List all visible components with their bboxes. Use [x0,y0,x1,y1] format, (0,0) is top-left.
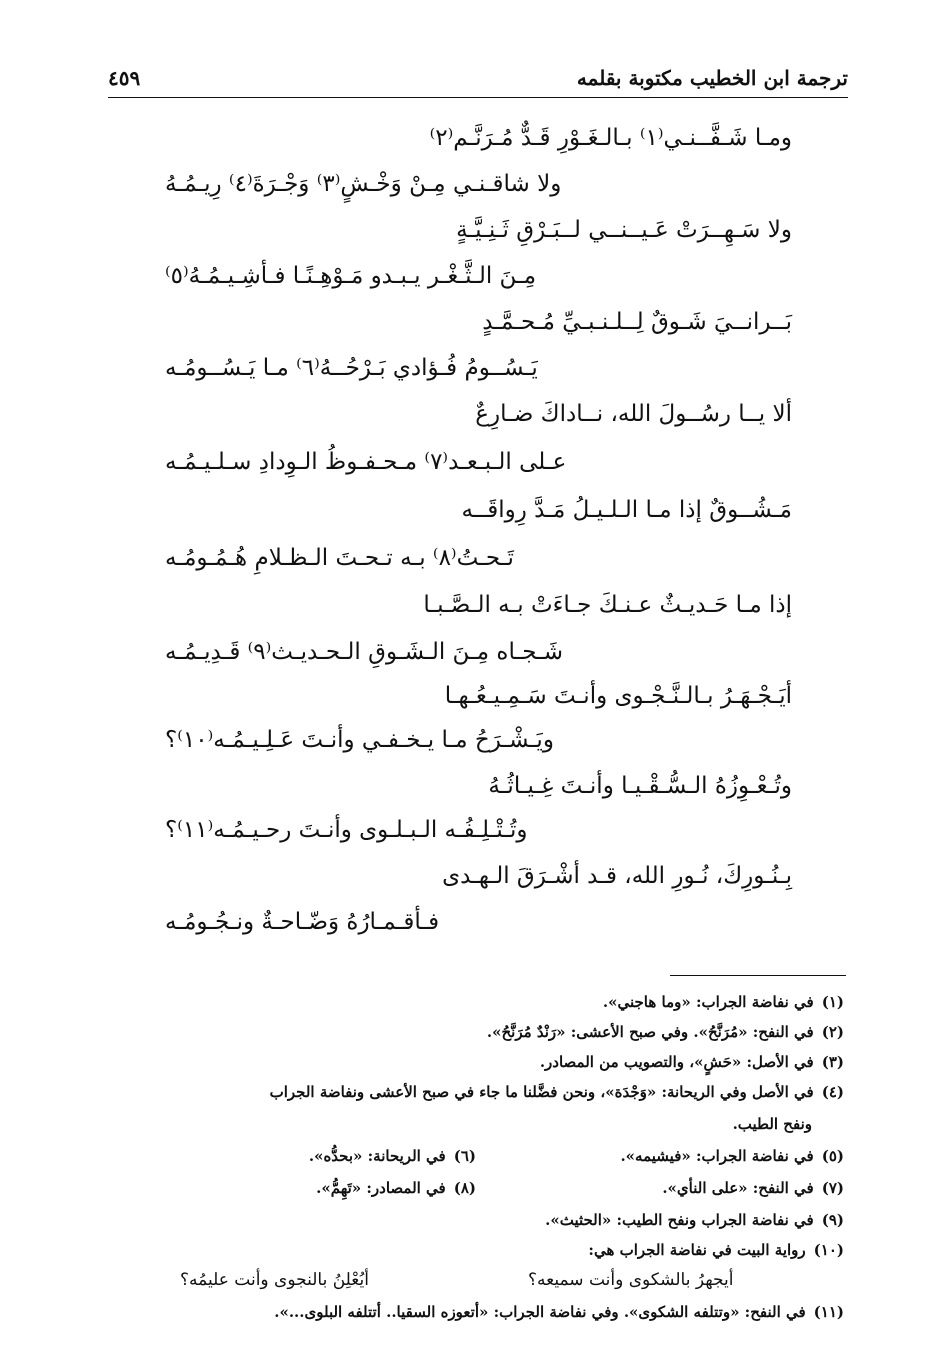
verse-line: بَــرانــيَ شَـوقٌ لِــلـنـبـيِّ مُـحـمَّـدٍ [482,309,792,335]
running-title: ترجمة ابن الخطيب مكتوبة بقلمه [576,66,848,90]
footnote-continuation: ونفح الطيب. [732,1115,812,1133]
verse-line: مِـنَ الـثَّـغْـر يـبـدو مَـوْهِـنًـا فـأشِـيـمُـهُ⁽٥⁾ [165,263,537,289]
verse-line: أيَـجْـهَـرُ بـالـنَّـجْـوى وأنـتَ سَـمِـيـعُـهـا [444,683,792,709]
footnote: (١١)في النفح: «وتتلفه الشكوى». وفي نفاضة الجراب: «أتعوزه السقيا.. أتتلفه البلوى...». [274,1303,844,1321]
footnote: (٢)في النفح: «مُرَنَّحُ». وفي صبح الأعشى: «رَنْدٌ مُرَنَّحُ». [486,1023,844,1041]
verse-line: ألا يــا رسُــولَ الله، نــاداكَ ضـارِعٌ [475,401,792,427]
verse-line: بِـنُـورِكَ، نُـورِ الله، قـد أشْـرَقَ الـهـدى [442,863,792,889]
footnote: (٥)في نفاضة الجراب: «فيشيمه». [620,1147,844,1165]
verse-line: ولا شاقـنـي مِـنْ وَخْـشٍ⁽٣⁾ وَجْـرَةَ⁽٤⁾ رِيـمُـهُ [165,171,562,197]
verse-line: ولا سَـهِــرَتْ عَـيــنــي لــبَـرْقِ ثَـنِـيَّـةٍ [456,217,792,243]
verse-line: إذا مـا حَـديـثٌ عـنـكَ جـاءَتْ بـه الـصَّـبـا [423,592,792,618]
page-number: ٤٥٩ [108,66,141,90]
footnote-rule [670,975,846,976]
verse-line: مَـشُــوقٌ إذا مـا الـلـيـلُ مَـدَّ رِواقَــه [461,497,792,523]
verse-line: عـلى الـبـعـد⁽٧⁾ مـحـفـوظُ الـوِدادِ سـلـيـمُـه [165,449,567,475]
footnote: (٧)في النفح: «على النأي». [662,1179,844,1197]
footnote: (١)في نفاضة الجراب: «وما هاجني». [602,993,844,1011]
footnote: (٩)في نفاضة الجراب ونفح الطيب: «الحثيث». [545,1211,844,1229]
verse-line: فـأقـمـارُهُ وَضّـاحـةٌ ونـجُـومُـه [165,909,440,935]
verse-line: ويَـشْـرَحُ مـا يـخـفـي وأنـتَ عَـلِـيـمُـه⁽١٠⁾؟ [165,727,554,753]
footnote: (٤)في الأصل وفي الريحانة: «وَجْدَة»، ونحن فضَّلنا ما جاء في صبح الأعشى ونفاضة الجراب [269,1083,844,1101]
footnote: (٨)في المصادر: «تَهِمُّ». [316,1179,476,1197]
verse-line: ومـا شَـفَّــنـي⁽١⁾ بـالـغَـوْرِ قَـدٌّ مُـرَنَّـم⁽٢⁾ [429,125,792,151]
footnote-verse-second: أيُعْلِنُ بالنجوى وأنت عليمُه؟ [180,1270,369,1290]
footnote: (٦)في الريحانة: «بحدُّه». [308,1147,476,1165]
verse-line: تَـحـتُ⁽٨⁾ بـه تـحـتَ الـظـلامِ هُـمُـومُـه [165,545,514,571]
verse-line: وتُـتْـلِـفُـه الـبـلـوى وأنـتَ رحـيـمُـه⁽١١⁾؟ [165,817,528,843]
footnote: (١٠)رواية البيت في نفاضة الجراب هي: [588,1241,844,1259]
footnote: (٣)في الأصل: «حَشٍ»، والتصويب من المصادر. [539,1053,844,1071]
verse-line: شَـجـاه مِـنَ الـشَـوقِ الـحـديـث⁽٩⁾ قَـدِيـمُـه [165,639,564,665]
footnote-verse-first: أيجهرُ بالشكوى وأنت سميعه؟ [528,1270,734,1290]
verse-line: وتُـعْـوِزُهُ الـسُّـقْـيـا وأنـتَ غِـيـاثُـهُ [488,773,792,799]
verse-line: يَـسُــومُ فُـؤادي بَـرْحُــهُ⁽٦⁾ مـا يَـسُــومُـه [165,355,538,381]
header-rule [108,97,848,98]
page-header [108,62,848,98]
